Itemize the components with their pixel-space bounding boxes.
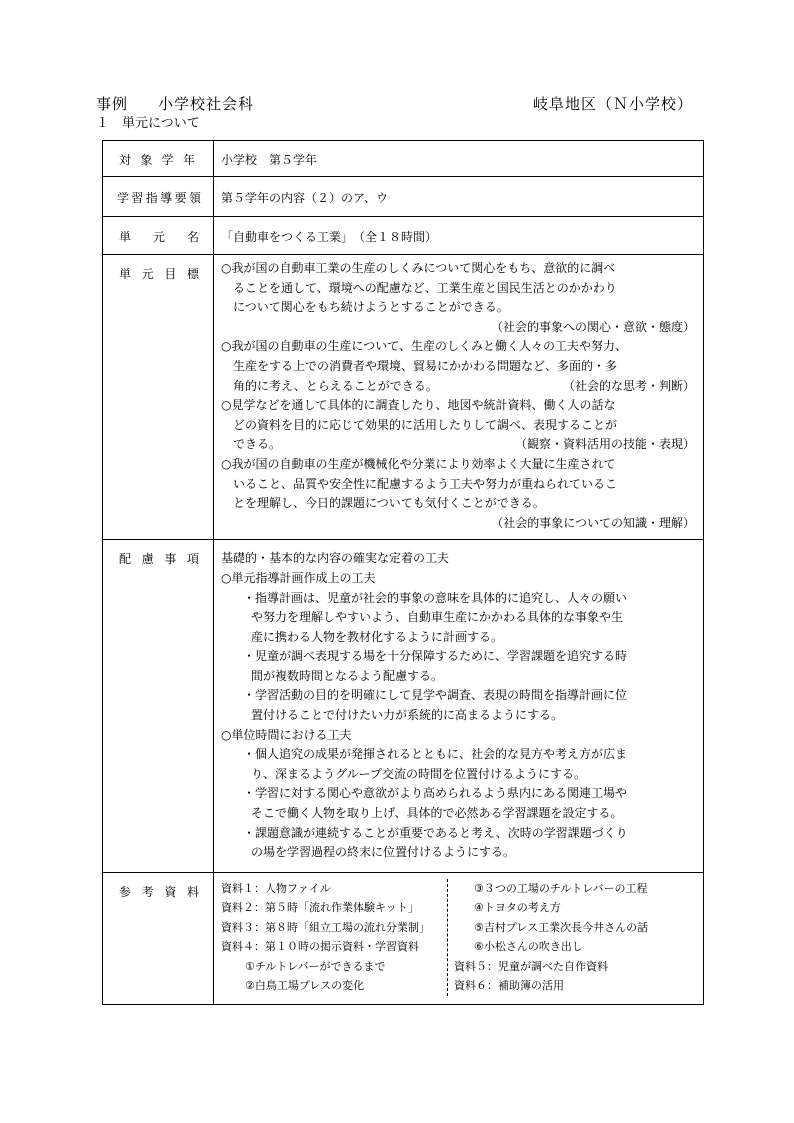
- consideration-line: ・学習活動の目的を明確にして見学や調査、表現の時間を指導計画に位: [243, 688, 628, 703]
- label-goals: 単 元 目 標: [103, 255, 214, 540]
- row-considerations: [103, 540, 704, 873]
- row-guideline: [103, 177, 704, 217]
- goal-line: 生産をする上での消費者や環境、貿易にかかわる問題など、多面的・多: [233, 358, 618, 373]
- reference-item: 資料３：第８時「組立工場の流れ分業制」: [221, 920, 430, 934]
- references-col-left: [221, 879, 448, 996]
- consideration-subheading: ○単元指導計画作成上の工夫: [221, 570, 376, 585]
- consideration-line: ・児童が調べ表現する場を十分保障するために、学習課題を追究する時: [243, 649, 628, 664]
- consideration-line: ・学習に対する関心や意欲がより高められるよう県内にある関連工場や: [243, 786, 628, 801]
- section-heading: １ 単元について: [96, 116, 200, 131]
- subject-label: 小学校社会科: [158, 95, 255, 113]
- case-label: 事例: [96, 95, 129, 113]
- consideration-heading: 基礎的・基本的な内容の確実な定着の工夫: [221, 551, 450, 566]
- goal-line: いること、品質や安全性に配慮するよう工夫や努力が重ねられているこ: [233, 476, 618, 491]
- consideration-line: ・課題意識が連続することが重要であると考え、次時の学習課題づくり: [243, 825, 628, 840]
- goal-line: について関心をもち続けようとすることができる。: [233, 300, 509, 315]
- reference-item: ⑥小松さんの吹き出し: [474, 940, 583, 954]
- value-unit: 「自動車をつくる工業」 （全１８時間）: [214, 217, 704, 255]
- goal-line: ○我が国の自動車の生産について、生産のしくみと働く人々の工夫や努力、: [221, 339, 627, 354]
- consideration-line: の場を学習過程の終末に位置付けるようにする。: [251, 845, 516, 860]
- label-guideline: 学 習 指 導 要 領: [103, 177, 214, 217]
- value-guideline: 第５学年の内容（２）のア、ウ: [214, 177, 704, 217]
- label-target: 対 象 学 年: [103, 141, 214, 177]
- reference-item: ⑤吉村プレス工業次長今井さんの話: [474, 920, 649, 934]
- region-label: 岐阜地区（Ｎ小学校）: [533, 95, 694, 113]
- label-considerations: 配 慮 事 項: [103, 540, 214, 873]
- value-references: [214, 872, 704, 1004]
- row-target: [103, 141, 704, 177]
- goal-line: できる。: [233, 437, 282, 452]
- consideration-line: 置付けることで付けたい力が系統的に高まるようにする。: [251, 708, 564, 723]
- goal-line: ○我が国の自動車工業の生産のしくみについて関心をもち、意欲的に調べ: [221, 261, 616, 275]
- goal-line: ○見学などを通して具体的に調査したり、地図や統計資料、働く人の話な: [221, 398, 616, 413]
- reference-item: ③３つの工場のチルトレバーの工程: [474, 881, 648, 895]
- row-goals: [103, 255, 704, 540]
- goal-criterion: （社会的事象への関心・意欲・態度）: [490, 319, 695, 334]
- goal-criterion: （社会的事象についての知識・理解）: [491, 515, 695, 530]
- value-goals: [214, 255, 704, 540]
- label-unit: 単 元 名: [103, 217, 214, 255]
- reference-item: ④トヨタの考え方: [474, 901, 561, 915]
- references-col-right: [448, 879, 648, 996]
- goal-line: どの資料を目的に応じて効果的に活用したりして調べ、表現することが: [233, 417, 618, 432]
- reference-item: 資料２：第５時「流れ作業体験キット」: [221, 901, 419, 915]
- reference-item: 資料５：児童が調べた自作資料: [454, 959, 608, 973]
- reference-item: 資料６：補助簿の活用: [454, 979, 564, 993]
- goal-line: ○我が国の自動車の生産が機械化や分業により効率よく大量に生産されて: [221, 456, 616, 471]
- consideration-line: ・個人追究の成果が発揮されるとともに、社会的な見方や考え方が広ま: [243, 747, 628, 762]
- consideration-subheading: ○単位時間における工夫: [221, 727, 352, 742]
- reference-item: ②白鳥工場プレスの変化: [245, 979, 365, 993]
- consideration-line: 間が複数時間となるよう配慮する。: [251, 668, 444, 683]
- goal-criterion: （社会的な思考・判断）: [562, 378, 695, 393]
- consideration-line: や努力を理解しやすいよう、自動車生産にかかわる具体的な事象や生: [251, 610, 624, 625]
- reference-item: 資料１：人物ファイル: [221, 881, 331, 895]
- row-unit: [103, 217, 704, 255]
- consideration-line: そこで働く人物を取り上げ、具体的で必然ある学習課題を設定する。: [251, 806, 623, 821]
- value-considerations: [214, 540, 704, 873]
- goal-line: とを理解し、今日的課題についても気付くことができる。: [233, 496, 545, 511]
- unit-table: [102, 140, 704, 1005]
- row-references: [103, 872, 704, 1004]
- consideration-line: り、深まるようグループ交流の時間を位置付けるようにする。: [251, 766, 587, 781]
- value-target: 小学校 第５学年: [214, 141, 704, 177]
- case-title: [96, 93, 254, 114]
- consideration-line: ・指導計画は、児童が社会的事象の意味を具体的に追究し、人々の願い: [243, 590, 628, 605]
- goal-line: 角的に考え、とらえることができる。: [233, 378, 438, 393]
- label-references: 参 考 資 料: [103, 872, 214, 1004]
- consideration-line: 産に携わる人物を教材化するように計画する。: [251, 629, 504, 644]
- reference-item: ①チルトレバーができるまで: [245, 959, 386, 973]
- reference-item: 資料４：第１０時の掲示資料・学習資料: [221, 940, 419, 954]
- goal-line: ることを通して、環境への配慮など、工業生産と国民生活とのかかわり: [233, 280, 617, 295]
- goal-criterion: （観察・資料活用の技能・表現）: [514, 437, 695, 452]
